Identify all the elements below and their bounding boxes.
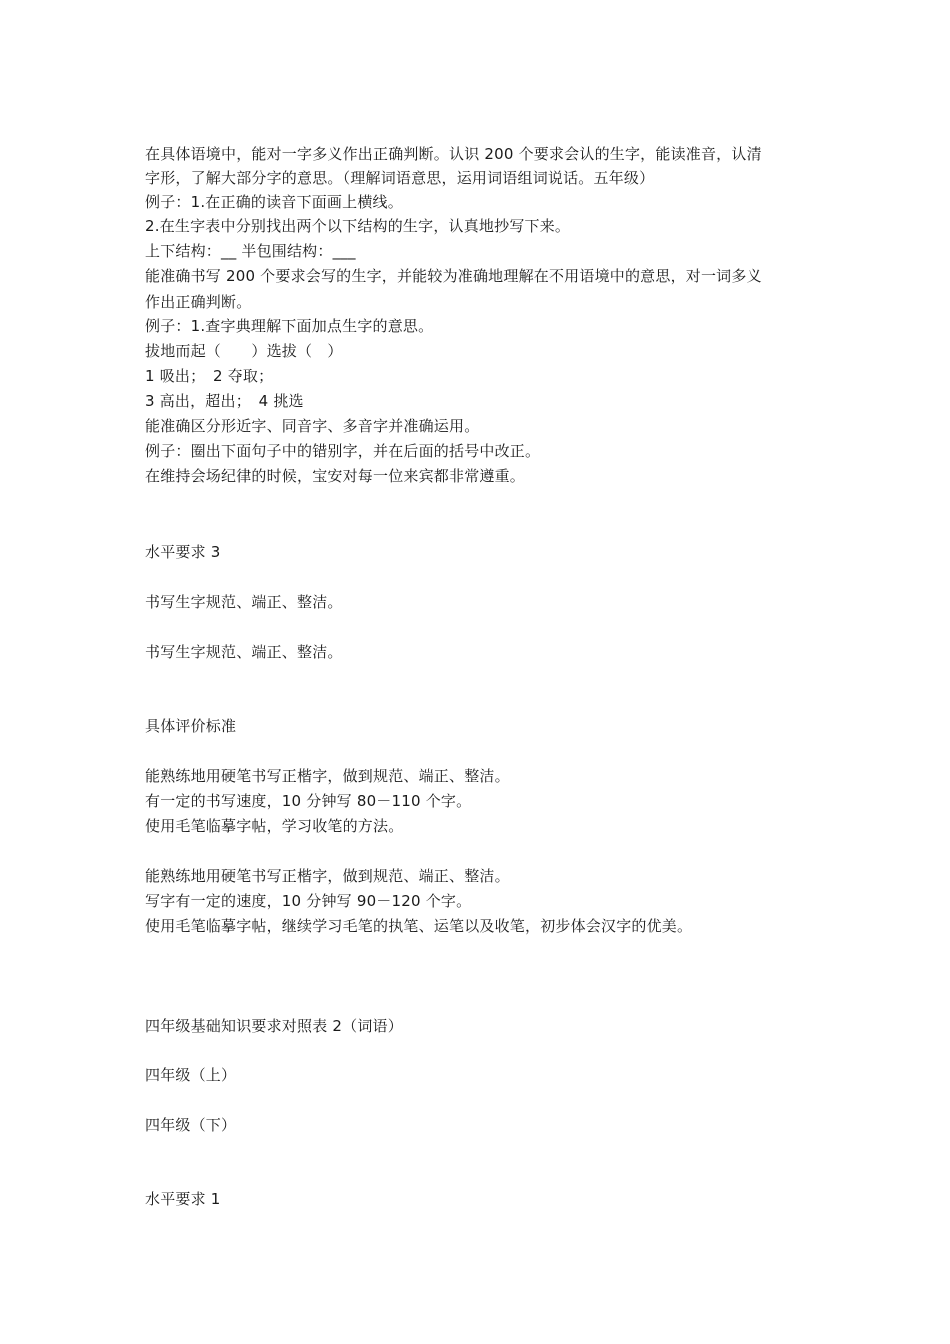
text-line: 例子：1.在正确的读音下面画上横线。: [145, 193, 403, 211]
text-line: 2.在生字表中分别找出两个以下结构的生字，认真地抄写下来。: [145, 217, 571, 235]
text-line: 书写生字规范、端正、整洁。: [145, 593, 343, 611]
text-line: 写字有一定的速度，10 分钟写 90－120 个字。: [145, 892, 472, 910]
text-line: 书写生字规范、端正、整洁。: [145, 643, 343, 661]
table-title: 四年级基础知识要求对照表 2（词语）: [145, 1017, 403, 1035]
text-line: 能熟练地用硬笔书写正楷字，做到规范、端正、整洁。: [145, 867, 510, 885]
text-line: 在维持会场纪律的时候，宝安对每一位来宾都非常遵重。: [145, 467, 526, 485]
text-line: 在具体语境中，能对一字多义作出正确判断。认识 200 个要求会认的生字，能读准音，认清: [145, 145, 762, 163]
text-line: 作出正确判断。: [145, 293, 252, 311]
text-line: 使用毛笔临摹字帖，学习收笔的方法。: [145, 817, 404, 835]
text-line: 能准确区分形近字、同音字、多音字并准确运用。: [145, 417, 480, 435]
grade-label: 四年级（上）: [145, 1066, 237, 1084]
section-heading: 具体评价标准: [145, 717, 237, 735]
text-line: 3 高出，超出； 4 挑选: [145, 392, 304, 410]
text-line: 字形，了解大部分字的意思。（理解词语意思，运用词语组词说话。五年级）: [145, 169, 655, 187]
grade-label: 四年级（下）: [145, 1116, 237, 1134]
section-heading: 水平要求 3: [145, 543, 221, 561]
text-line: 有一定的书写速度，10 分钟写 80－110 个字。: [145, 792, 472, 810]
text-line: 上下结构：__ 半包围结构：___: [145, 242, 356, 260]
text-line: 1 吸出； 2 夺取；: [145, 367, 274, 385]
section-heading: 水平要求 1: [145, 1190, 221, 1208]
text-line: 使用毛笔临摹字帖，继续学习毛笔的执笔、运笔以及收笔，初步体会汉字的优美。: [145, 917, 693, 935]
text-line: 例子：1.查字典理解下面加点生字的意思。: [145, 317, 434, 335]
text-line: 能准确书写 200 个要求会写的生字，并能较为准确地理解在不用语境中的意思，对一词多义: [145, 267, 762, 285]
text-line: 例子：圈出下面句子中的错别字，并在后面的括号中改正。: [145, 442, 541, 460]
text-line: 能熟练地用硬笔书写正楷字，做到规范、端正、整洁。: [145, 767, 510, 785]
text-line: 拔地而起（ ）选拔（ ）: [145, 342, 343, 360]
